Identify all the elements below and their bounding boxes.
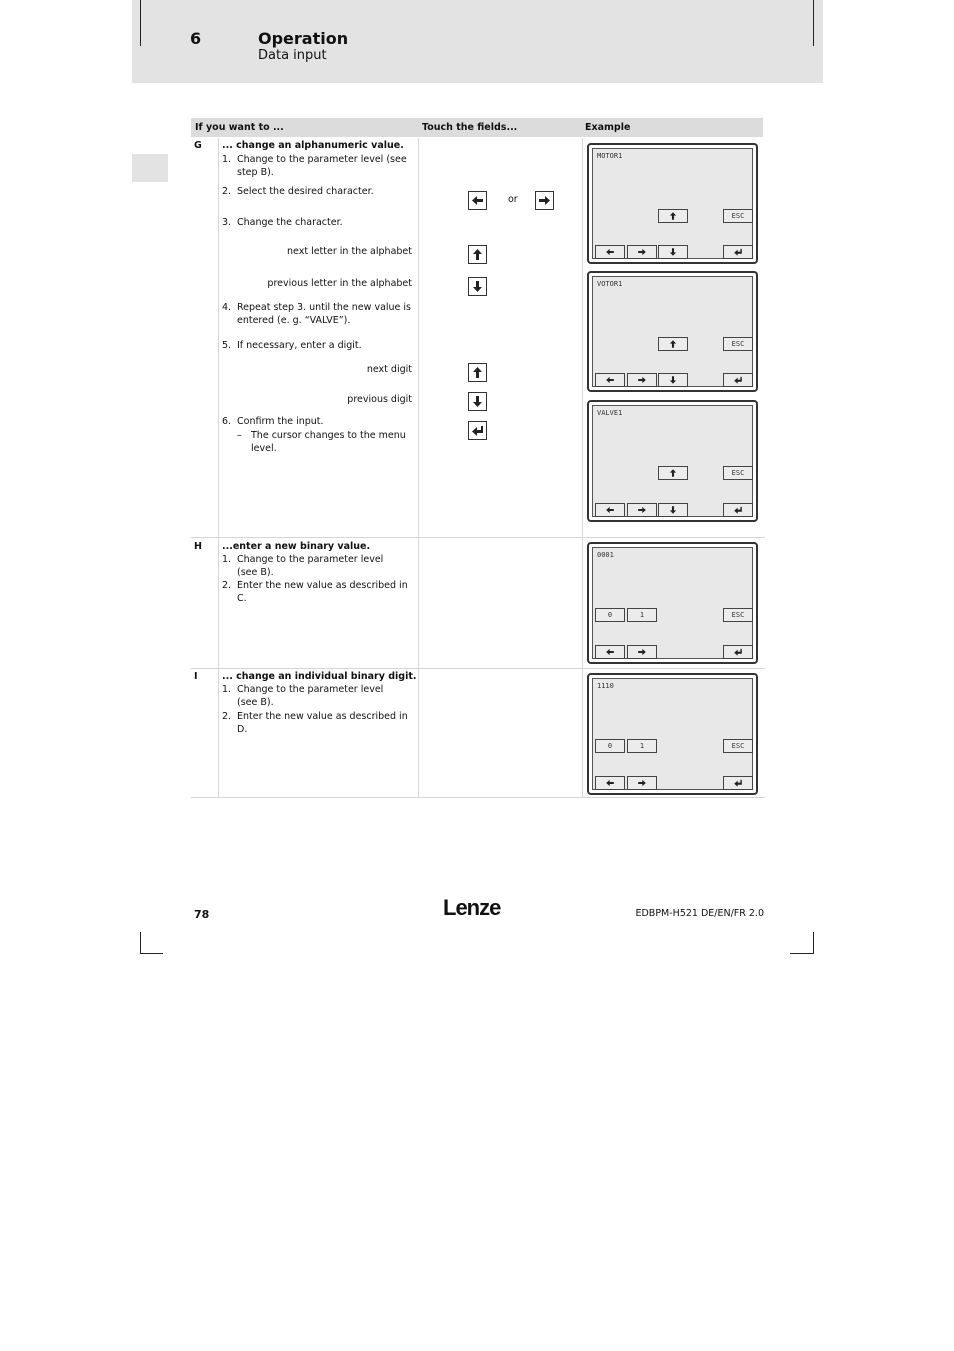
step-number: 2. xyxy=(222,711,232,722)
screen-down-button[interactable] xyxy=(658,245,688,259)
arrow-up-icon xyxy=(471,366,484,379)
example-screen xyxy=(587,673,758,795)
screen-display xyxy=(592,678,753,790)
row-divider xyxy=(191,668,765,669)
example-screen xyxy=(587,400,758,522)
chapter-tab xyxy=(132,154,168,182)
screen-value: 1110 xyxy=(597,682,614,690)
hint-text: next digit xyxy=(366,364,412,375)
table-header xyxy=(191,118,763,137)
step-text: Change to the parameter level (see xyxy=(237,154,407,165)
step-number: 2. xyxy=(222,580,232,591)
crop-mark xyxy=(813,0,814,46)
step-text: step B). xyxy=(237,167,274,178)
arrow-down-icon xyxy=(669,248,678,257)
lenze-logo: Lenze xyxy=(443,895,501,920)
row-letter: I xyxy=(194,671,198,682)
crop-mark xyxy=(140,0,141,46)
table-divider xyxy=(582,138,583,798)
enter-icon xyxy=(734,376,743,385)
step-text: Change to the parameter level xyxy=(237,554,384,565)
key-down[interactable] xyxy=(468,277,487,296)
step-text: Repeat step 3. until the new value is xyxy=(237,302,412,313)
enter-icon xyxy=(471,424,484,437)
screen-digit-0-button[interactable]: 0 xyxy=(595,608,625,622)
hint-text: next letter in the alphabet xyxy=(287,246,412,257)
arrow-left-icon xyxy=(606,648,615,657)
enter-icon xyxy=(734,779,743,788)
screen-down-button[interactable] xyxy=(658,503,688,517)
arrow-down-icon xyxy=(669,376,678,385)
step-number: 3. xyxy=(222,217,232,228)
screen-left-button[interactable] xyxy=(595,245,625,259)
screen-left-button[interactable] xyxy=(595,776,625,790)
row-letter: G xyxy=(194,140,202,151)
step-number: 1. xyxy=(222,554,232,565)
example-screen xyxy=(587,542,758,664)
screen-up-button[interactable] xyxy=(658,209,688,223)
screen-enter-button[interactable] xyxy=(723,245,753,259)
screen-display xyxy=(592,547,753,659)
screen-right-button[interactable] xyxy=(627,645,657,659)
step-number: 5. xyxy=(222,340,232,351)
row-divider xyxy=(191,797,765,798)
key-left[interactable] xyxy=(468,191,487,210)
key-enter[interactable] xyxy=(468,421,487,440)
step-number: 2. xyxy=(222,186,232,197)
screen-value: 0001 xyxy=(597,551,614,559)
screen-left-button[interactable] xyxy=(595,373,625,387)
step-text: Enter the new value as described in xyxy=(237,711,408,722)
step-text: (see B). xyxy=(237,567,274,578)
row-heading: ...enter a new binary value. xyxy=(222,541,371,552)
arrow-left-icon xyxy=(606,506,615,515)
or-text: or xyxy=(508,194,518,205)
chapter-number: 6 xyxy=(190,29,202,48)
key-up[interactable] xyxy=(468,363,487,382)
arrow-right-icon xyxy=(638,248,647,257)
enter-icon xyxy=(734,506,743,515)
screen-enter-button[interactable] xyxy=(723,503,753,517)
screen-left-button[interactable] xyxy=(595,645,625,659)
screen-display xyxy=(592,276,753,387)
table-divider xyxy=(218,138,219,798)
arrow-left-icon xyxy=(606,376,615,385)
screen-value: VOTOR1 xyxy=(597,280,623,288)
example-screen xyxy=(587,143,758,264)
screen-display xyxy=(592,405,753,517)
document-id: EDBPM-H521 DE/EN/FR 2.0 xyxy=(635,908,764,919)
crop-mark xyxy=(140,932,141,954)
screen-value: VALVE1 xyxy=(597,409,623,417)
step-text: Confirm the input. xyxy=(237,416,324,427)
step-text: The cursor changes to the menu xyxy=(251,430,406,441)
row-divider xyxy=(191,537,765,538)
screen-enter-button[interactable] xyxy=(723,645,753,659)
arrow-right-icon xyxy=(538,194,551,207)
crop-mark xyxy=(790,953,814,954)
row-letter: H xyxy=(194,541,202,552)
arrow-left-icon xyxy=(606,248,615,257)
arrow-left-icon xyxy=(606,779,615,788)
arrow-up-icon xyxy=(669,340,678,349)
arrow-left-icon xyxy=(471,194,484,207)
arrow-up-icon xyxy=(669,212,678,221)
crop-mark xyxy=(140,953,163,954)
row-heading: ... change an alphanumeric value. xyxy=(222,140,404,151)
crop-mark xyxy=(813,932,814,954)
screen-right-button[interactable] xyxy=(627,503,657,517)
step-text: Select the desired character. xyxy=(237,186,374,197)
step-text: (see B). xyxy=(237,697,274,708)
screen-up-button[interactable] xyxy=(658,337,688,351)
arrow-down-icon xyxy=(669,506,678,515)
screen-right-button[interactable] xyxy=(627,245,657,259)
enter-icon xyxy=(734,248,743,257)
screen-display xyxy=(592,148,753,259)
step-text: If necessary, enter a digit. xyxy=(237,340,362,351)
step-number: 1. xyxy=(222,684,232,695)
example-screen xyxy=(587,271,758,392)
screen-value: MOTOR1 xyxy=(597,152,623,160)
screen-left-button[interactable] xyxy=(595,503,625,517)
key-right[interactable] xyxy=(535,191,554,210)
arrow-right-icon xyxy=(638,376,647,385)
arrow-up-icon xyxy=(669,469,678,478)
hint-text: previous letter in the alphabet xyxy=(267,278,412,289)
screen-enter-button[interactable] xyxy=(723,776,753,790)
header-band xyxy=(132,0,823,83)
chapter-title: Operation xyxy=(258,29,349,48)
arrow-right-icon xyxy=(638,506,647,515)
row-heading: ... change an individual binary digit. xyxy=(222,671,417,682)
arrow-up-icon xyxy=(471,248,484,261)
screen-esc-button[interactable]: ESC xyxy=(723,209,753,223)
arrow-right-icon xyxy=(638,648,647,657)
screen-esc-button[interactable]: ESC xyxy=(723,337,753,351)
step-number: 6. xyxy=(222,416,232,427)
step-text: D. xyxy=(237,724,248,735)
column-header: Example xyxy=(585,122,631,133)
screen-digit-1-button[interactable]: 1 xyxy=(627,608,657,622)
step-text: C. xyxy=(237,593,247,604)
table-divider xyxy=(418,138,419,798)
arrow-down-icon xyxy=(471,280,484,293)
screen-digit-1-button[interactable]: 1 xyxy=(627,739,657,753)
screen-digit-0-button[interactable]: 0 xyxy=(595,739,625,753)
screen-down-button[interactable] xyxy=(658,373,688,387)
screen-enter-button[interactable] xyxy=(723,373,753,387)
arrow-down-icon xyxy=(471,395,484,408)
step-number: 4. xyxy=(222,302,232,313)
hint-text: previous digit xyxy=(347,394,412,405)
section-title: Data input xyxy=(258,48,327,63)
screen-right-button[interactable] xyxy=(627,373,657,387)
step-text: entered (e. g. “VALVE”). xyxy=(237,315,351,326)
key-down[interactable] xyxy=(468,392,487,411)
screen-esc-button[interactable]: ESC xyxy=(723,466,753,480)
step-text: Enter the new value as described in xyxy=(237,580,408,591)
screen-esc-button[interactable]: ESC xyxy=(723,608,753,622)
step-text: Change to the parameter level xyxy=(237,684,384,695)
enter-icon xyxy=(734,648,743,657)
dash: – xyxy=(237,430,242,441)
arrow-right-icon xyxy=(638,779,647,788)
step-text: level. xyxy=(251,443,277,454)
key-up[interactable] xyxy=(468,245,487,264)
step-number: 1. xyxy=(222,154,232,165)
page-number: 78 xyxy=(194,908,210,921)
column-header: Touch the fields... xyxy=(422,122,518,133)
screen-esc-button[interactable]: ESC xyxy=(723,739,753,753)
screen-right-button[interactable] xyxy=(627,776,657,790)
step-text: Change the character. xyxy=(237,217,343,228)
screen-up-button[interactable] xyxy=(658,466,688,480)
column-header: If you want to ... xyxy=(195,122,284,133)
